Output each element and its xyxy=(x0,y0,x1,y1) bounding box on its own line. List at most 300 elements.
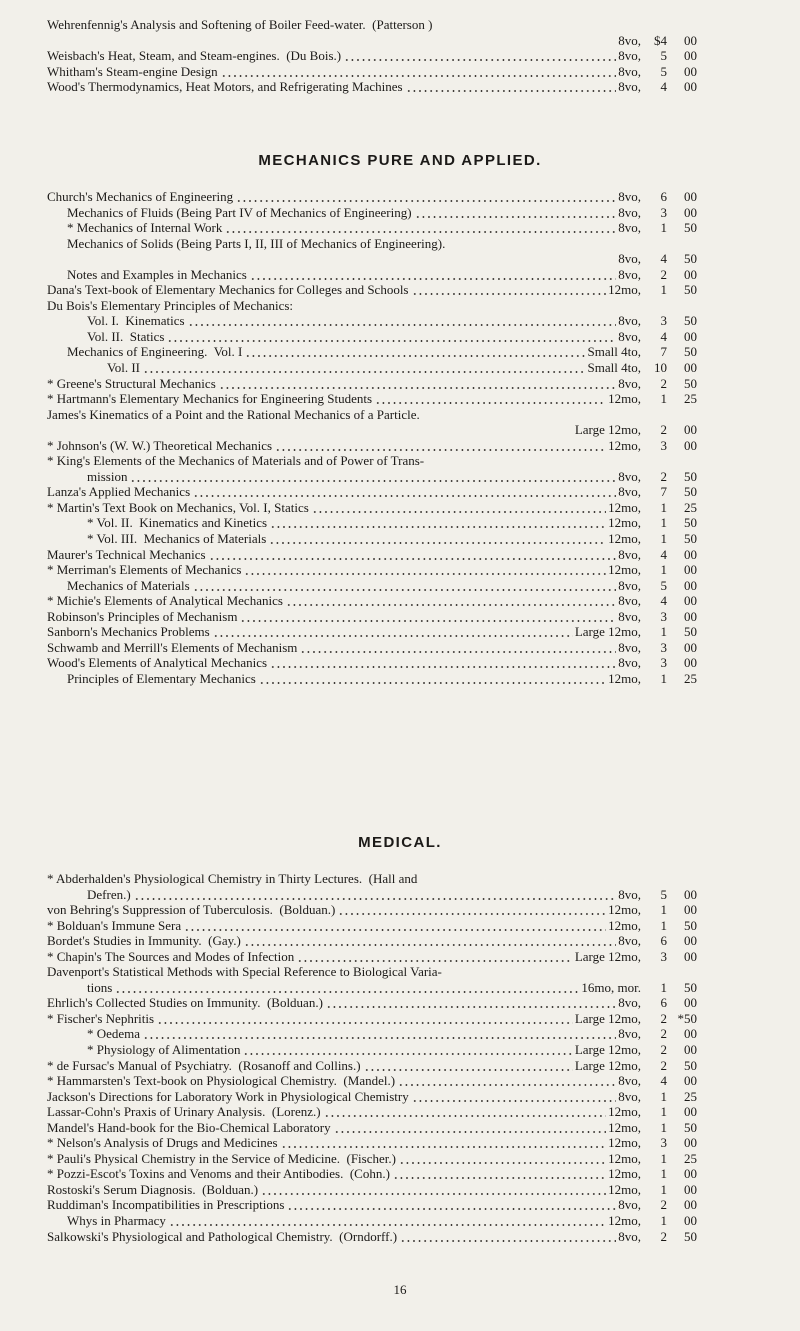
entry-price xyxy=(645,1104,720,1120)
price-cents: 00 xyxy=(684,1166,697,1182)
entry-title: Davenport's Statistical Methods with Special Reference to Biological Varia- xyxy=(47,964,442,980)
price-cents: 00 xyxy=(684,48,697,64)
entry-title: * Bolduan's Immune Sera xyxy=(47,917,182,933)
entry-price xyxy=(645,469,720,485)
price-cents: 00 xyxy=(684,79,697,95)
price-cents: 25 xyxy=(684,1088,697,1104)
section-heading-medical: MEDICAL. xyxy=(358,834,442,851)
dot-leader xyxy=(225,231,616,233)
price-dollars: 2 xyxy=(660,422,667,438)
dot-leader xyxy=(143,1037,616,1039)
dot-leader xyxy=(412,1100,617,1102)
dot-leader xyxy=(169,1224,606,1226)
catalog-entry xyxy=(0,1089,800,1105)
price-dollars: 2 xyxy=(660,468,667,484)
entry-format: 8vo, xyxy=(618,468,641,484)
price-cents: 00 xyxy=(684,422,697,438)
entry-format: 8vo, xyxy=(618,48,641,64)
entry-price xyxy=(645,640,720,656)
dot-leader xyxy=(300,651,616,653)
price-dollars: 1 xyxy=(660,499,667,515)
price-dollars: 1 xyxy=(660,391,667,407)
catalog-entry xyxy=(0,344,800,360)
price-cents: 00 xyxy=(684,593,697,609)
price-dollars: 5 xyxy=(660,577,667,593)
dot-leader xyxy=(398,1084,616,1086)
entry-title: Bordet's Studies in Immunity. (Gay.) xyxy=(47,933,241,949)
dot-leader xyxy=(193,495,616,497)
dot-leader xyxy=(312,511,606,513)
price-dollars: 6 xyxy=(660,995,667,1011)
entry-format: 12mo, xyxy=(608,1166,641,1182)
entry-price xyxy=(645,251,720,267)
price-dollars: 2 xyxy=(660,375,667,391)
price-dollars: 3 xyxy=(660,204,667,220)
catalog-entry xyxy=(0,484,800,500)
price-cents: 00 xyxy=(684,655,697,671)
entry-price xyxy=(645,220,720,236)
dot-leader xyxy=(297,960,573,962)
price-dollars: 2 xyxy=(660,1042,667,1058)
entry-price xyxy=(645,500,720,516)
entry-format: 12mo, xyxy=(608,499,641,515)
entry-format: 8vo, xyxy=(618,220,641,236)
entry-price xyxy=(645,562,720,578)
entry-format: 8vo, xyxy=(618,204,641,220)
dot-leader xyxy=(344,59,616,61)
price-dollars: 2 xyxy=(660,1197,667,1213)
entry-format: Small 4to, xyxy=(587,360,641,376)
price-cents: 00 xyxy=(684,886,697,902)
price-dollars: 1 xyxy=(660,917,667,933)
price-dollars: 1 xyxy=(660,1088,667,1104)
entry-price xyxy=(645,1042,720,1058)
entry-price xyxy=(645,671,720,687)
entry-title: Du Bois's Elementary Principles of Mechanics: xyxy=(47,297,294,313)
catalog-entry xyxy=(0,422,800,438)
price-dollars: 7 xyxy=(660,344,667,360)
entry-title: Jackson's Directions for Laboratory Work in Physiological Chemistry xyxy=(47,1088,409,1104)
entry-price xyxy=(645,609,720,625)
price-cents: 00 xyxy=(684,1042,697,1058)
price-dollars: 4 xyxy=(660,79,667,95)
catalog-entry xyxy=(0,438,800,454)
catalog-entry xyxy=(0,609,800,625)
price-dollars: 1 xyxy=(660,1104,667,1120)
dot-leader xyxy=(209,558,617,560)
entry-price xyxy=(645,515,720,531)
entry-title: * Hartmann's Elementary Mechanics for Engineering Students xyxy=(47,391,373,407)
catalog-entry xyxy=(0,933,800,949)
dot-leader xyxy=(219,387,616,389)
catalog-entry xyxy=(0,871,800,887)
price-cents: 25 xyxy=(684,499,697,515)
catalog-entry xyxy=(0,453,800,469)
dot-leader xyxy=(244,573,606,575)
entry-title: Vol. I. Kinematics xyxy=(87,313,185,329)
price-cents: 00 xyxy=(684,266,697,282)
price-cents: 00 xyxy=(684,189,697,204)
entry-format: Large 12mo, xyxy=(574,624,641,640)
catalog-entry xyxy=(0,1011,800,1027)
entry-format: Large 12mo, xyxy=(574,1042,641,1058)
catalog-entry xyxy=(0,313,800,329)
price-dollars: 2 xyxy=(660,1026,667,1042)
entry-title: Schwamb and Merrill's Elements of Mechanism xyxy=(47,639,298,655)
price-cents: 50 xyxy=(684,1119,697,1135)
entry-format: 8vo, xyxy=(618,189,641,204)
price-cents: 50 xyxy=(684,251,697,267)
price-dollars: 1 xyxy=(660,1181,667,1197)
entry-format: 12mo, xyxy=(608,562,641,578)
price-cents: 50 xyxy=(684,1228,697,1244)
dot-leader xyxy=(275,449,606,451)
entry-format: 8vo, xyxy=(618,655,641,671)
entry-price xyxy=(645,1213,720,1229)
entry-format: 12mo, xyxy=(608,1135,641,1151)
catalog-entry xyxy=(0,79,800,95)
entry-title: * Pauli's Physical Chemistry in the Service of Medicine. (Fischer.) xyxy=(47,1150,396,1166)
entry-format: 8vo, xyxy=(618,593,641,609)
section-heading-mechanics: MECHANICS PURE AND APPLIED. xyxy=(258,152,542,169)
price-cents: 00 xyxy=(684,328,697,344)
dot-leader xyxy=(134,898,617,900)
dot-leader xyxy=(188,324,617,326)
entry-title: Mechanics of Materials xyxy=(67,577,190,593)
entry-format: 8vo, xyxy=(618,328,641,344)
dot-leader xyxy=(281,1146,607,1148)
entry-price xyxy=(645,918,720,934)
price-cents: 00 xyxy=(684,1197,697,1213)
entry-title: Wood's Thermodynamics, Heat Motors, and Refrigerating Machines xyxy=(47,79,403,95)
catalog-entry xyxy=(0,531,800,547)
entry-price xyxy=(645,1197,720,1213)
entry-title: Rostoski's Serum Diagnosis. (Bolduan.) xyxy=(47,1181,259,1197)
dot-leader xyxy=(240,620,616,622)
entry-format: 16mo, mor. xyxy=(581,979,641,995)
entry-title: mission xyxy=(87,468,128,484)
entry-title: * de Fursac's Manual of Psychiatry. (Rosanoff and Collins.) xyxy=(47,1057,361,1073)
dot-leader xyxy=(245,355,585,357)
entry-format: 12mo, xyxy=(608,282,641,298)
entry-price xyxy=(645,980,720,996)
entry-title: * Abderhalden's Physiological Chemistry in Thirty Lectures. (Hall and xyxy=(47,871,418,886)
price-cents: 25 xyxy=(684,1150,697,1166)
price-dollars: 2 xyxy=(660,1010,667,1026)
dot-leader xyxy=(406,90,617,92)
price-cents: 00 xyxy=(684,204,697,220)
price-dollars: 1 xyxy=(660,979,667,995)
dot-leader xyxy=(259,682,606,684)
price-cents: 00 xyxy=(684,1026,697,1042)
price-cents: 00 xyxy=(684,63,697,79)
entry-format: 12mo, xyxy=(608,1213,641,1229)
entry-price xyxy=(645,1120,720,1136)
entry-format: 8vo, xyxy=(618,266,641,282)
catalog-entry xyxy=(0,593,800,609)
catalog-entry xyxy=(0,1026,800,1042)
entry-format: 8vo, xyxy=(618,1026,641,1042)
price-dollars: 5 xyxy=(660,48,667,64)
dot-leader xyxy=(324,1115,607,1117)
price-cents: 50 xyxy=(684,468,697,484)
price-cents: *50 xyxy=(677,1010,697,1026)
entry-title: * Physiology of Alimentation xyxy=(87,1042,241,1058)
entry-price xyxy=(645,189,720,205)
price-cents: 00 xyxy=(684,1104,697,1120)
dot-leader xyxy=(193,589,617,591)
entry-price xyxy=(645,205,720,221)
catalog-entry xyxy=(0,407,800,423)
entry-format: 12mo, xyxy=(608,391,641,407)
catalog-entry xyxy=(0,918,800,934)
entry-title: Whys in Pharmacy xyxy=(67,1213,166,1229)
dot-leader xyxy=(250,278,616,280)
entry-format: 8vo, xyxy=(618,313,641,329)
entry-title: Vol. II. Statics xyxy=(87,328,165,344)
price-dollars: 1 xyxy=(660,282,667,298)
price-dollars: 5 xyxy=(660,886,667,902)
price-dollars: 1 xyxy=(660,1150,667,1166)
price-cents: 50 xyxy=(684,220,697,236)
entry-format: Large 12mo, xyxy=(574,948,641,964)
price-cents: 00 xyxy=(684,902,697,918)
price-dollars: 1 xyxy=(660,515,667,531)
entry-title: Salkowski's Physiological and Pathological Chemistry. (Orndorff.) xyxy=(47,1228,398,1244)
catalog-entry xyxy=(0,1120,800,1136)
entry-price xyxy=(645,531,720,547)
entry-format: 12mo, xyxy=(608,1104,641,1120)
price-dollars: 1 xyxy=(660,670,667,686)
price-dollars: 1 xyxy=(660,902,667,918)
price-cents: 00 xyxy=(684,437,697,453)
dot-leader xyxy=(167,340,616,342)
entry-title: * Johnson's (W. W.) Theoretical Mechanics xyxy=(47,437,273,453)
catalog-entry xyxy=(0,964,800,980)
entry-price xyxy=(645,547,720,563)
catalog-entry xyxy=(0,887,800,903)
catalog-entry xyxy=(0,640,800,656)
entry-format: 8vo, xyxy=(618,546,641,562)
catalog-entry xyxy=(0,1182,800,1198)
price-dollars: 3 xyxy=(660,437,667,453)
price-dollars: 2 xyxy=(660,1057,667,1073)
dot-leader xyxy=(269,542,606,544)
catalog-entry xyxy=(0,251,800,267)
catalog-entry xyxy=(0,1104,800,1120)
price-cents: 50 xyxy=(684,282,697,298)
price-dollars: 4 xyxy=(660,251,667,267)
entry-price xyxy=(645,902,720,918)
entry-price xyxy=(645,1151,720,1167)
dot-leader xyxy=(393,1177,606,1179)
price-cents: 00 xyxy=(684,32,697,48)
catalog-entry xyxy=(0,1151,800,1167)
entry-title: Wood's Elements of Analytical Mechanics xyxy=(47,655,268,671)
price-cents: 50 xyxy=(684,344,697,360)
dot-leader xyxy=(338,913,606,915)
catalog-entry xyxy=(0,1213,800,1229)
entry-price xyxy=(645,1089,720,1105)
entry-price xyxy=(645,887,720,903)
price-dollars: 1 xyxy=(660,1213,667,1229)
price-dollars: 4 xyxy=(660,546,667,562)
dot-leader xyxy=(221,75,617,77)
entry-price xyxy=(645,578,720,594)
dot-leader xyxy=(243,1053,572,1055)
price-cents: 00 xyxy=(684,995,697,1011)
entry-title: Mechanics of Solids (Being Parts I, II, III of Mechanics of Engineering). xyxy=(67,235,446,251)
catalog-entry xyxy=(0,1058,800,1074)
entry-price xyxy=(645,1135,720,1151)
entry-format: 8vo, xyxy=(618,933,641,949)
entry-price xyxy=(645,624,720,640)
entry-format: Large 12mo, xyxy=(574,1057,641,1073)
catalog-entry xyxy=(0,578,800,594)
price-dollars: 1 xyxy=(660,1119,667,1135)
entry-title: Ehrlich's Collected Studies on Immunity. (Bolduan.) xyxy=(47,995,323,1011)
entry-format: 8vo, xyxy=(618,79,641,95)
catalog-entry xyxy=(0,547,800,563)
entry-title: * Vol. II. Kinematics and Kinetics xyxy=(87,515,268,531)
price-dollars: 1 xyxy=(660,1166,667,1182)
catalog-entry xyxy=(0,562,800,578)
entry-price xyxy=(645,1182,720,1198)
entry-format: Large 12mo, xyxy=(574,422,641,438)
price-dollars: 3 xyxy=(660,639,667,655)
entry-format: 8vo, xyxy=(618,1073,641,1089)
entry-format: 12mo, xyxy=(608,902,641,918)
price-dollars: 1 xyxy=(660,531,667,547)
entry-title: * Fischer's Nephritis xyxy=(47,1010,155,1026)
entry-format: 8vo, xyxy=(618,639,641,655)
catalog-entry xyxy=(0,902,800,918)
page-number: 16 xyxy=(393,1282,407,1297)
entry-title: Whitham's Steam-engine Design xyxy=(47,63,218,79)
price-cents: 50 xyxy=(684,624,697,640)
price-cents: 50 xyxy=(684,979,697,995)
catalog-entry xyxy=(0,515,800,531)
entry-price xyxy=(645,438,720,454)
entry-price xyxy=(645,484,720,500)
dot-leader xyxy=(415,216,617,218)
catalog-entry xyxy=(0,995,800,1011)
entry-price xyxy=(645,344,720,360)
entry-format: 12mo, xyxy=(608,1119,641,1135)
medical-list xyxy=(0,871,800,1244)
entry-format: 12mo, xyxy=(608,670,641,686)
entry-format: 8vo, xyxy=(618,251,641,267)
entry-price xyxy=(645,1026,720,1042)
price-cents: 50 xyxy=(684,313,697,329)
price-dollars: 2 xyxy=(660,1228,667,1244)
price-dollars: 5 xyxy=(660,63,667,79)
catalog-entry xyxy=(0,655,800,671)
entry-title: von Behring's Suppression of Tuberculosis. (Bolduan.) xyxy=(47,902,336,918)
price-cents: 25 xyxy=(684,391,697,407)
catalog-entry xyxy=(0,1135,800,1151)
dot-leader xyxy=(375,402,606,404)
entry-format: 12mo, xyxy=(608,515,641,531)
entry-title: Mechanics of Engineering. Vol. I xyxy=(67,344,243,360)
entry-title: Lanza's Applied Mechanics xyxy=(47,484,191,500)
price-dollars: 3 xyxy=(660,655,667,671)
price-cents: 00 xyxy=(684,360,697,376)
catalog-entry xyxy=(0,360,800,376)
mechanics-list xyxy=(0,189,800,687)
entry-title: Maurer's Technical Mechanics xyxy=(47,546,206,562)
price-cents: 00 xyxy=(684,1213,697,1229)
entry-format: 8vo, xyxy=(618,995,641,1011)
entry-title: Wehrenfennig's Analysis and Softening of Boiler Feed-water. (Patterson ) xyxy=(47,17,433,32)
entry-title: Dana's Text-book of Elementary Mechanics for Colleges and Schools xyxy=(47,282,409,298)
entry-price xyxy=(645,267,720,283)
entry-format: 8vo, xyxy=(618,1088,641,1104)
dot-leader xyxy=(236,200,616,202)
price-cents: 50 xyxy=(684,917,697,933)
dot-leader xyxy=(184,929,606,931)
entry-title: * Michie's Elements of Analytical Mechanics xyxy=(47,593,283,609)
entry-format: 8vo, xyxy=(618,484,641,500)
entry-price xyxy=(645,422,720,438)
dot-leader xyxy=(213,635,573,637)
entry-price xyxy=(645,79,720,95)
price-dollars: 2 xyxy=(660,266,667,282)
entry-title: * Greene's Structural Mechanics xyxy=(47,375,216,391)
entry-title: James's Kinematics of a Point and the Rational Mechanics of a Particle. xyxy=(47,406,420,422)
price-dollars: $4 xyxy=(654,32,667,48)
entry-format: 8vo, xyxy=(618,32,641,48)
catalog-entry xyxy=(0,469,800,485)
entry-format: 8vo, xyxy=(618,63,641,79)
dot-leader xyxy=(143,371,586,373)
catalog-entry xyxy=(0,1229,800,1245)
price-dollars: 1 xyxy=(660,562,667,578)
catalog-entry xyxy=(0,624,800,640)
price-cents: 00 xyxy=(684,608,697,624)
entry-title: Sanborn's Mechanics Problems xyxy=(47,624,210,640)
entry-title: Mandel's Hand-book for the Bio-Chemical Laboratory xyxy=(47,1119,331,1135)
dot-leader xyxy=(334,1131,607,1133)
price-dollars: 4 xyxy=(660,328,667,344)
catalog-entry xyxy=(0,282,800,298)
entry-price xyxy=(645,48,720,64)
price-cents: 00 xyxy=(684,1135,697,1151)
entry-title: * Martin's Text Book on Mechanics, Vol. I, Statics xyxy=(47,499,309,515)
entry-price xyxy=(645,313,720,329)
entry-format: Large 12mo, xyxy=(574,1010,641,1026)
catalog-entry xyxy=(0,671,800,687)
catalog-entry xyxy=(0,500,800,516)
price-cents: 00 xyxy=(684,933,697,949)
catalog-entry xyxy=(0,236,800,252)
entry-title: Notes and Examples in Mechanics xyxy=(67,266,247,282)
price-dollars: 3 xyxy=(660,948,667,964)
entry-price xyxy=(645,1229,720,1245)
entry-title: * Mechanics of Internal Work xyxy=(67,220,223,236)
entry-title: * Hammarsten's Text-book on Physiological Chemistry. (Mandel.) xyxy=(47,1073,396,1089)
entry-price xyxy=(645,282,720,298)
entry-price xyxy=(645,64,720,80)
price-cents: 00 xyxy=(684,1073,697,1089)
entry-format: 12mo, xyxy=(608,1150,641,1166)
price-dollars: 6 xyxy=(660,189,667,204)
entry-title: Robinson's Principles of Mechanism xyxy=(47,608,238,624)
price-dollars: 10 xyxy=(654,360,667,376)
catalog-entry xyxy=(0,329,800,345)
price-dollars: 4 xyxy=(660,593,667,609)
dot-leader xyxy=(412,293,607,295)
